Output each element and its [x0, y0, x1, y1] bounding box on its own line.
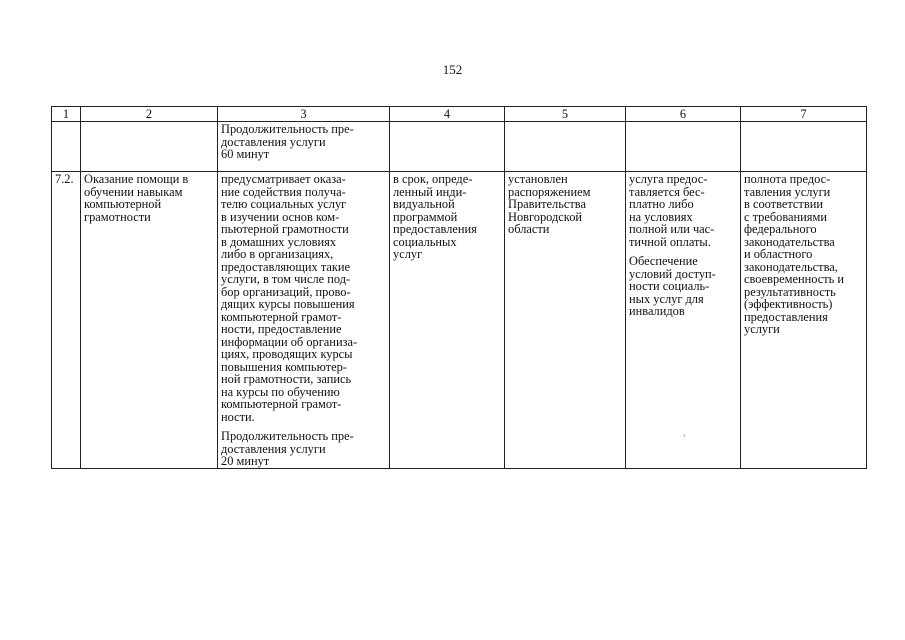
- page-number: 152: [442, 62, 463, 77]
- cont-cell-1: [52, 122, 81, 172]
- cont-duration-cell: [218, 122, 390, 172]
- service-payment-conditions: услуга предос- тавляется бес- платно либо на условиях полной или час- тичной оплаты.: [629, 172, 715, 249]
- header-col-2: 2: [81, 107, 218, 122]
- cont-duration-text: Продолжительность пре- доставления услуги 60 минут: [221, 122, 354, 161]
- scan-speck: ‘: [683, 433, 686, 442]
- cont-cell-5: [505, 122, 626, 172]
- service-term: в срок, опреде- ленный инди- видуальной программой предоставления социальных услуг: [390, 172, 505, 469]
- header-col-3: 3: [218, 107, 390, 122]
- cont-cell-4: [390, 122, 505, 172]
- header-col-7: 7: [741, 107, 867, 122]
- service-quality: полнота предос- тавления услуги в соответствии с требованиями федерального законодательства и областного законодательства, своевременность и результативность (эффективность) предоставления услуги: [741, 172, 867, 469]
- header-col-6: 6: [626, 107, 741, 122]
- cont-cell-6: [626, 122, 741, 172]
- row-7-2: [52, 172, 867, 469]
- cont-cell-2: [81, 122, 218, 172]
- service-norm: установлен распоряжением Правительства Новгородской области: [505, 172, 626, 469]
- service-duration: Продолжительность пре- доставления услуги 20 минут: [221, 429, 354, 468]
- header-col-1: 1: [52, 107, 81, 122]
- header-row: [52, 107, 867, 122]
- services-table: [51, 106, 867, 469]
- service-name: Оказание помощи в обучении навыкам компьютерной грамотности: [81, 172, 218, 469]
- service-description: предусматривает оказа- ние содействия получа- телю социальных услуг в изучении основ ком- пьютерной грамотности в домашних условиях либо в организациях, предоставляющих такие услуги, в том числе под- бор организаций, прово- дящих курсы повышения компьютерной грамот- ности, предоставление информации об организа- циях, проводящих курсы повышения компьютер- ной грамотности, запись на курсы по обучению компьютерной грамот- ности.: [221, 172, 358, 424]
- row-number: 7.2.: [52, 172, 81, 469]
- service-conditions: [626, 172, 741, 469]
- service-accessibility: Обеспечение условий доступ- ности социаль- ных услуг для инвалидов: [629, 254, 716, 318]
- service-content: [218, 172, 390, 469]
- cont-cell-7: [741, 122, 867, 172]
- continuation-row: [52, 122, 867, 172]
- header-col-5: 5: [505, 107, 626, 122]
- header-col-4: 4: [390, 107, 505, 122]
